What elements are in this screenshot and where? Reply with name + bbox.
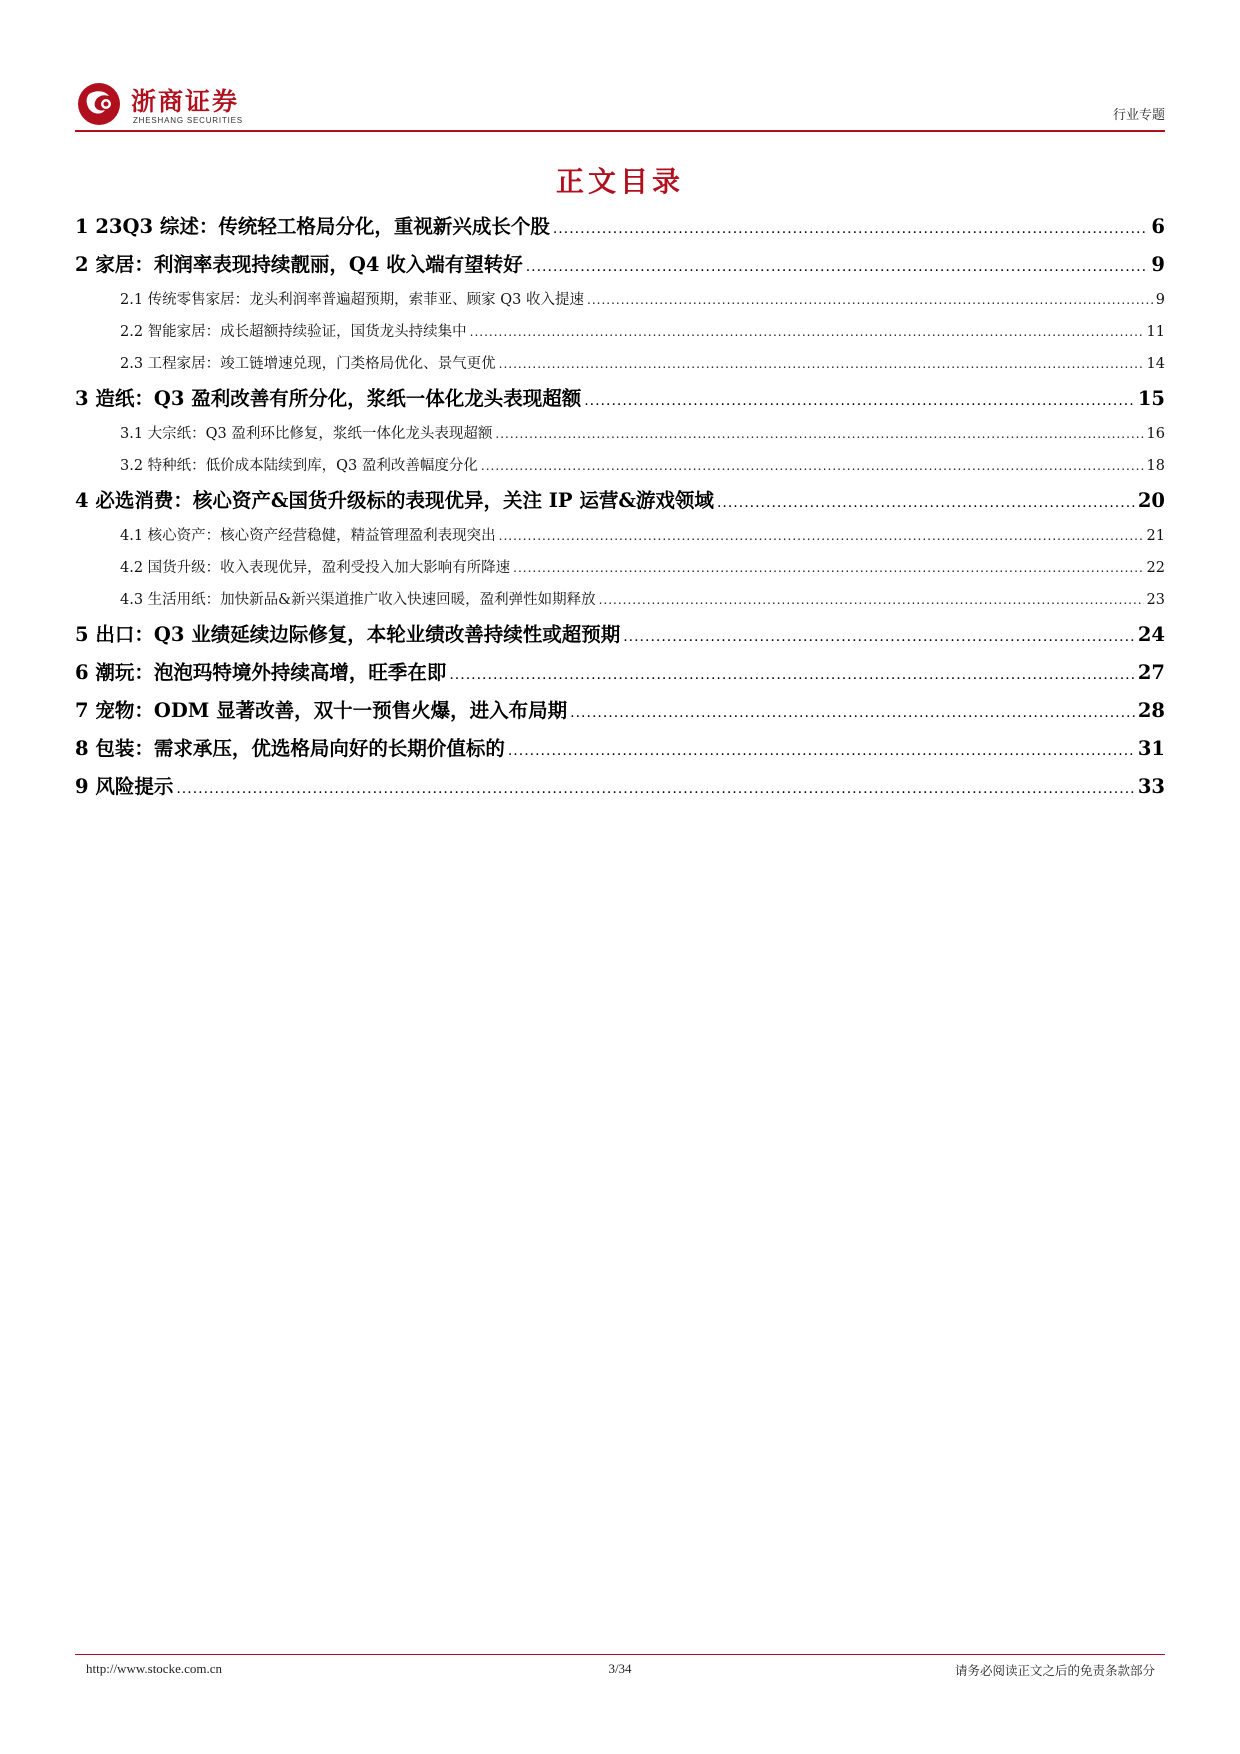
toc-dot-leader (584, 380, 1135, 418)
toc-entry-title: 9 风险提示 (75, 775, 174, 798)
toc-dot-leader (499, 348, 1144, 380)
toc-dot-leader (481, 450, 1144, 482)
toc-entry-section[interactable] (75, 616, 1165, 654)
toc-entry-title: 2 家居：利润率表现持续靓丽，Q4 收入端有望转好 (75, 253, 523, 276)
toc-entry-title: 2.3 工程家居：竣工链增速兑现，门类格局优化、景气更优 (120, 356, 496, 372)
toc-entry-title: 8 包装：需求承压，优选格局向好的长期价值标的 (75, 737, 505, 760)
toc-entry-title: 4 必选消费：核心资产&国货升级标的表现优异，关注 IP 运营&游戏领域 (75, 489, 714, 512)
footer-divider (75, 1654, 1165, 1655)
toc-entry-page: 16 (1146, 426, 1165, 442)
toc-entry-subsection[interactable] (75, 316, 1165, 348)
toc-entry-subsection[interactable] (75, 584, 1165, 616)
toc-entry-title: 2.1 传统零售家居：龙头利润率普遍超预期，索菲亚、顾家 Q3 收入提速 (120, 292, 584, 308)
toc-entry-section[interactable] (75, 654, 1165, 692)
toc-entry-page: 21 (1146, 528, 1165, 544)
toc-entry-page: 6 (1151, 215, 1165, 238)
toc-entry-title: 7 宠物：ODM 显著改善，双十一预售火爆，进入布局期 (75, 699, 568, 722)
toc-entry-page: 15 (1137, 387, 1165, 410)
toc-entry-subsection[interactable] (75, 418, 1165, 450)
toc-entry-page: 11 (1146, 324, 1165, 340)
header-divider (75, 130, 1165, 132)
toc-dot-leader (717, 482, 1135, 520)
toc-entry-title: 4.1 核心资产：核心资产经营稳健，精益管理盈利表现突出 (120, 528, 496, 544)
logo-chinese-name: 浙商证券 (131, 87, 240, 116)
toc-entry-title: 3.1 大宗纸：Q3 盈利环比修复，浆纸一体化龙头表现超额 (120, 426, 493, 442)
toc-entry-page: 9 (1155, 292, 1165, 308)
toc-dot-leader (470, 316, 1144, 348)
company-logo (75, 80, 325, 130)
toc-entry-page: 31 (1137, 737, 1165, 760)
toc-entry-title: 3.2 特种纸：低价成本陆续到库，Q3 盈利改善幅度分化 (120, 458, 478, 474)
toc-title: 正文目录 (555, 165, 684, 198)
toc-entry-page: 9 (1151, 253, 1165, 276)
toc-entry-page: 22 (1146, 560, 1165, 576)
toc-dot-leader (513, 552, 1143, 584)
toc-entry-section[interactable] (75, 692, 1165, 730)
toc-entry-subsection[interactable] (75, 284, 1165, 316)
logo-mark-icon (75, 80, 127, 128)
toc-dot-leader (570, 692, 1135, 730)
toc-entry-page: 28 (1137, 699, 1165, 722)
toc-dot-leader (587, 284, 1153, 316)
toc-entry-title: 4.3 生活用纸：加快新品&新兴渠道推广收入快速回暖，盈利弹性如期释放 (120, 592, 596, 608)
toc-entry-page: 24 (1137, 623, 1165, 646)
logo-english-name: ZHESHANG SECURITIES (133, 116, 243, 125)
toc-entry-page: 23 (1146, 592, 1165, 608)
toc-entry-section[interactable] (75, 482, 1165, 520)
toc-entry-page: 27 (1137, 661, 1165, 684)
toc-entry-subsection[interactable] (75, 450, 1165, 482)
toc-dot-leader (526, 246, 1149, 284)
toc-entry-page: 18 (1146, 458, 1165, 474)
toc-dot-leader (553, 208, 1149, 246)
toc-entry-title: 2.2 智能家居：成长超额持续验证，国货龙头持续集中 (120, 324, 467, 340)
table-of-contents (75, 208, 1165, 806)
toc-entry-title: 5 出口：Q3 业绩延续边际修复，本轮业绩改善持续性或超预期 (75, 623, 621, 646)
footer-disclaimer: 请务必阅读正文之后的免责条款部分 (954, 1663, 1155, 1678)
toc-dot-leader (176, 768, 1135, 806)
toc-entry-title: 1 23Q3 综述：传统轻工格局分化，重视新兴成长个股 (75, 215, 550, 238)
toc-dot-leader (495, 418, 1143, 450)
toc-entry-section[interactable] (75, 246, 1165, 284)
toc-dot-leader (623, 616, 1135, 654)
toc-dot-leader (499, 520, 1144, 552)
toc-entry-subsection[interactable] (75, 348, 1165, 380)
toc-entry-page: 33 (1137, 775, 1165, 798)
toc-entry-page: 20 (1137, 489, 1165, 512)
toc-entry-section[interactable] (75, 768, 1165, 806)
footer-website-link[interactable]: http://www.stocke.com.cn (86, 1661, 222, 1676)
toc-dot-leader (599, 584, 1144, 616)
toc-entry-subsection[interactable] (75, 552, 1165, 584)
toc-entry-section[interactable] (75, 730, 1165, 768)
toc-entry-title: 3 造纸：Q3 盈利改善有所分化，浆纸一体化龙头表现超额 (75, 387, 582, 410)
page-header (75, 70, 1165, 132)
toc-dot-leader (508, 730, 1135, 768)
toc-dot-leader (449, 654, 1135, 692)
footer-page-number: 3/34 (608, 1661, 632, 1676)
toc-entry-page: 14 (1146, 356, 1165, 372)
toc-entry-title: 6 潮玩：泡泡玛特境外持续高增，旺季在即 (75, 661, 447, 684)
toc-entry-section[interactable] (75, 208, 1165, 246)
toc-entry-title: 4.2 国货升级：收入表现优异，盈利受投入加大影响有所降速 (120, 560, 511, 576)
report-category: 行业专题 (1112, 108, 1165, 123)
toc-entry-subsection[interactable] (75, 520, 1165, 552)
toc-entry-section[interactable] (75, 380, 1165, 418)
